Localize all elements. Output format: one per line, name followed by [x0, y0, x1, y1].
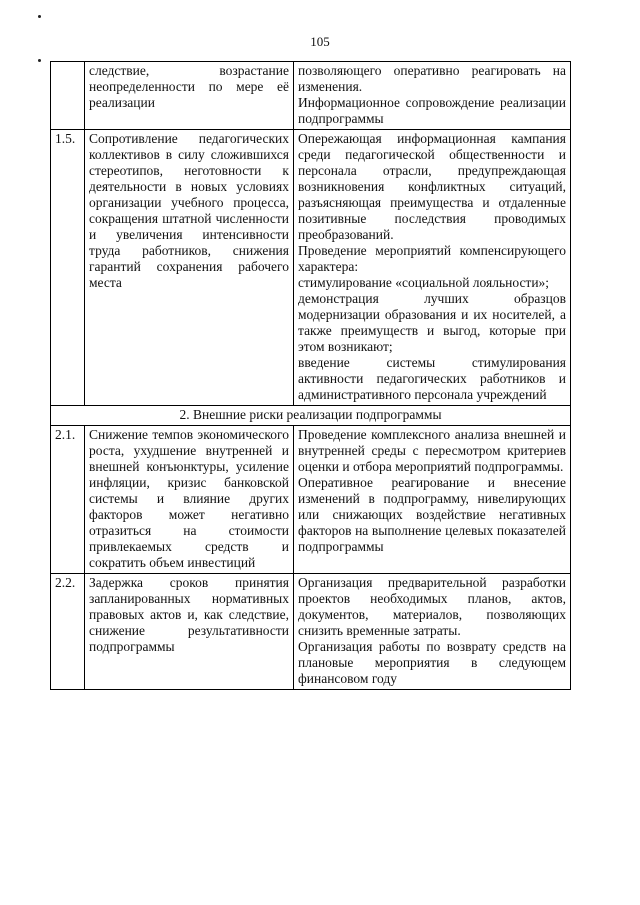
table-row	[51, 574, 571, 690]
page-number: 105	[310, 34, 330, 49]
cell-paragraph: позволяющего оперативно реагировать на изменения.	[298, 63, 566, 94]
risk-mitigation-cell	[294, 426, 571, 574]
row-number: 2.2.	[51, 574, 85, 690]
cell-paragraph: Снижение темпов экономического роста, ухудшение внутренней и внешней конъюнктуры, усиление инфляции, кризис банковской системы и влияние других факторов может негативно отразиться на стоимости привлекаемых средств и сократить объем инвестиций	[89, 427, 289, 570]
row-number: 2.1.	[51, 426, 85, 574]
risk-mitigation-cell	[294, 62, 571, 130]
cell-paragraph: Организация работы по возврату средств на плановые мероприятия в следующем финансовом году	[298, 639, 566, 686]
risk-description-cell	[85, 62, 294, 130]
risk-table-body	[51, 62, 571, 690]
section-heading: 2. Внешние риски реализации подпрограммы	[51, 406, 571, 426]
scan-speck	[38, 15, 41, 18]
risk-table	[50, 61, 571, 690]
cell-paragraph: Опережающая информационная кампания среди педагогической общественности и персонала отрасли, предупреждающая возникновения конфликтных ситуаций, разъясняющая преимущества и отдаленные позитивные последствия проводимых преобразований.	[298, 131, 566, 242]
cell-paragraph: демонстрация лучших образцов модернизации образования и их носителей, а также преимуществ и выгод, которые при этом возникают;	[298, 291, 566, 354]
cell-paragraph: Сопротивление педагогических коллективов в силу сложившихся стереотипов, неготовности к деятельности в новых условиях организации учебного процесса, сокращения штатной численности и увеличения интенсивности труда работников, снижения гарантий сохранения рабочего места	[89, 131, 289, 290]
cell-paragraph: Проведение мероприятий компенсирующего характера:	[298, 243, 566, 274]
cell-paragraph: Задержка сроков принятия запланированных нормативных правовых актов и, как следствие, снижение результативности подпрограммы	[89, 575, 289, 654]
cell-paragraph: Организация предварительной разработки проектов необходимых планов, актов, документов, материалов, позволяющих снизить временные затраты.	[298, 575, 566, 638]
table-row	[51, 62, 571, 130]
cell-paragraph: Оперативное реагирование и внесение изменений в подпрограмму, нивелирующих или снижающих воздействие негативных факторов на выполнение целевых показателей подпрограммы	[298, 475, 566, 554]
section-heading-row	[51, 406, 571, 426]
row-number: 1.5.	[51, 130, 85, 406]
cell-paragraph: Проведение комплексного анализа внешней и внутренней среды с пересмотром критериев оценки и отбора мероприятий подпрограммы.	[298, 427, 566, 474]
cell-paragraph: введение системы стимулирования активности педагогических работников и административного персонала учреждений	[298, 355, 566, 402]
scan-speck	[38, 59, 41, 62]
cell-paragraph: Информационное сопровождение реализации подпрограммы	[298, 95, 566, 126]
risk-mitigation-cell	[294, 574, 571, 690]
cell-paragraph: стимулирование «социальной лояльности»;	[298, 275, 550, 290]
risk-description-cell	[85, 574, 294, 690]
risk-description-cell	[85, 426, 294, 574]
risk-description-cell	[85, 130, 294, 406]
table-row	[51, 130, 571, 406]
cell-paragraph: следствие, возрастание неопределенности по мере её реализации	[89, 63, 289, 110]
risk-mitigation-cell	[294, 130, 571, 406]
row-number	[51, 62, 85, 130]
table-row	[51, 426, 571, 574]
